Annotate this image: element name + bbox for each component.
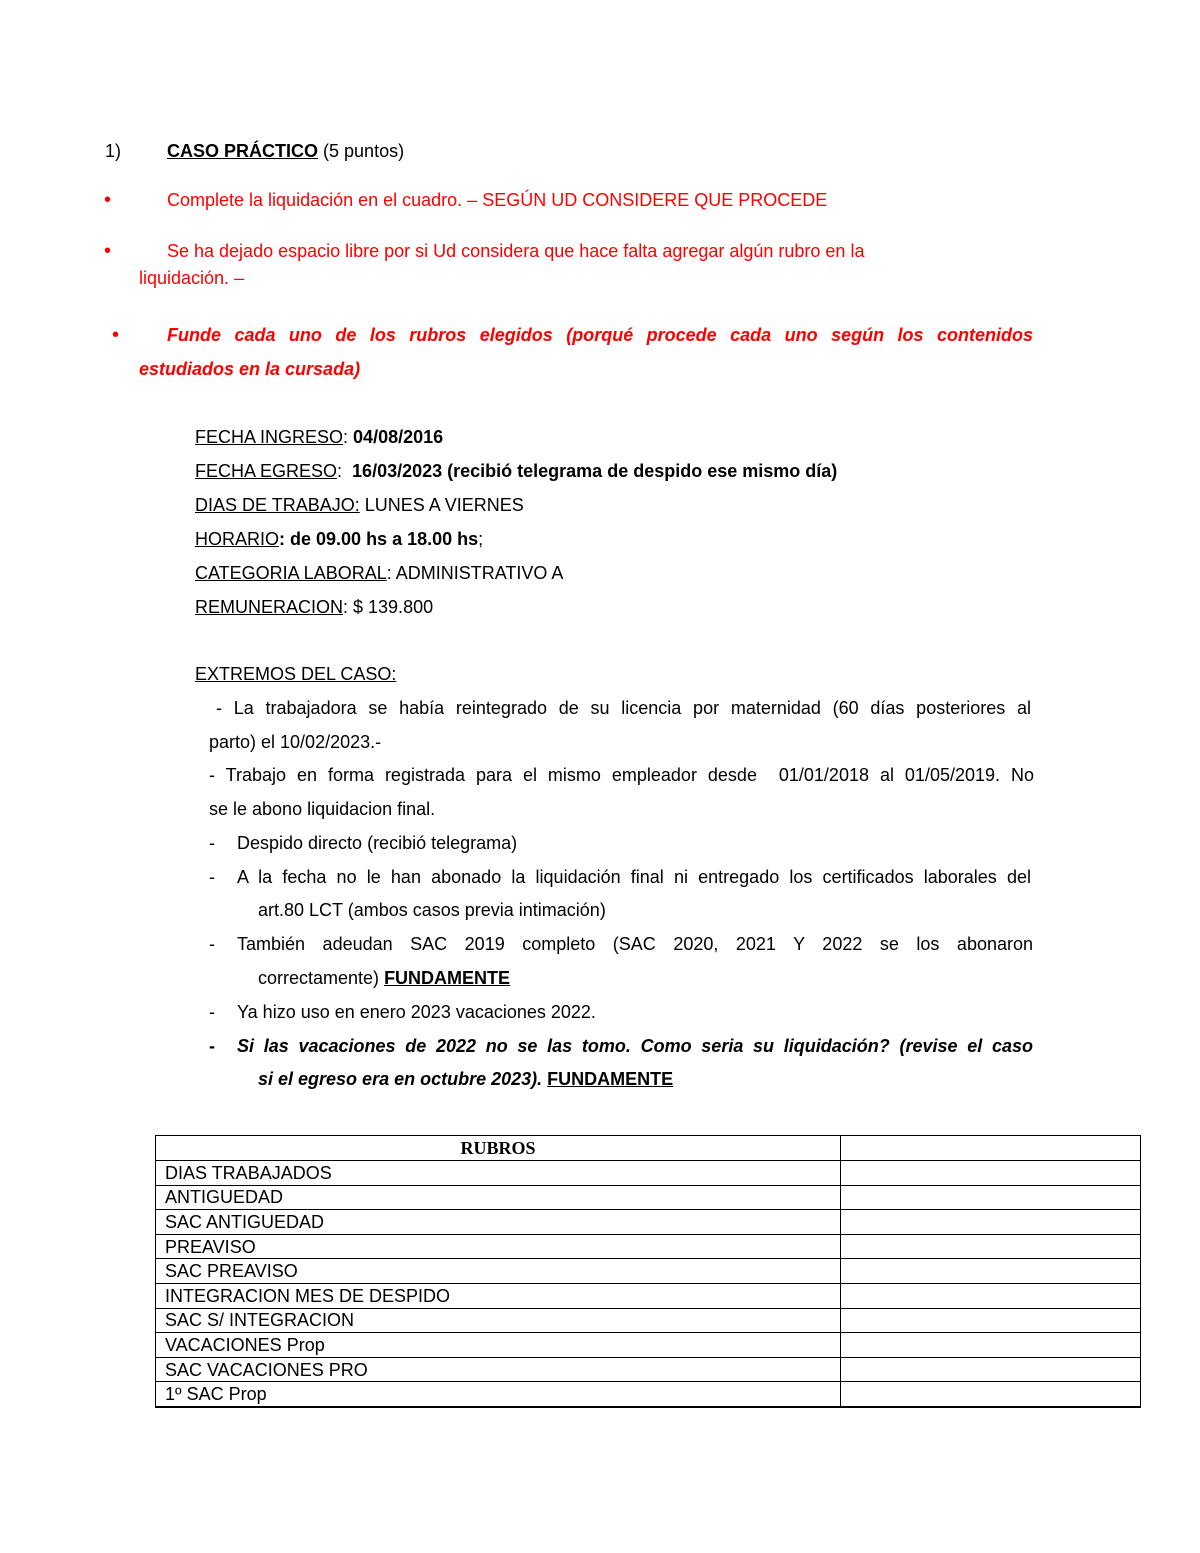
extremos-p5-line2 (258, 968, 510, 989)
instruction-3-line2: estudiados en la cursada) (139, 359, 361, 379)
rubro-value-cell[interactable] (841, 1185, 1141, 1210)
dash-marker: - (209, 1002, 215, 1022)
extremos-p4-line1: A la fecha no le han abonado la liquidación final ni entregado los certificados laborales del (237, 867, 1031, 887)
dias-trabajo-label: DIAS DE TRABAJO: (195, 495, 360, 515)
extremos-p7-text: si el egreso era en octubre 2023). (258, 1069, 543, 1089)
table-row (156, 1283, 1141, 1308)
rubros-table (155, 1135, 1141, 1408)
instruction-2-line2: liquidación. – (139, 268, 245, 288)
rubro-label: SAC PREAVISO (156, 1259, 841, 1284)
rubro-label: ANTIGUEDAD (156, 1185, 841, 1210)
fecha-ingreso: FECHA INGRESO: 04/08/2016 (195, 427, 444, 447)
horario: HORARIO: de 09.00 hs a 18.00 hs; (195, 529, 484, 549)
rubro-value-cell[interactable] (841, 1308, 1141, 1333)
rubro-label: SAC S/ INTEGRACION (156, 1308, 841, 1333)
rubro-value-cell[interactable] (841, 1161, 1141, 1186)
fundamente-label: FUNDAMENTE (547, 1069, 674, 1089)
section-title (167, 141, 404, 162)
extremos-p5-text: correctamente) (258, 968, 380, 988)
extremos-p7-line1: Si las vacaciones de 2022 no se las tomo. Como seria su liquidación? (revise el caso (237, 1036, 1033, 1056)
categoria-value: : ADMINISTRATIVO A (386, 563, 564, 583)
fecha-egreso: FECHA EGRESO: 16/03/2023 (recibió telegrama de despido ese mismo día) (195, 461, 838, 481)
bullet-icon: • (104, 189, 112, 211)
fecha-ingreso-label: FECHA INGRESO (195, 427, 344, 447)
fecha-egreso-value: 16/03/2023 (recibió telegrama de despido ese mismo día) (352, 461, 838, 481)
rubro-value-cell[interactable] (841, 1283, 1141, 1308)
remuneracion-label: REMUNERACION (195, 597, 344, 617)
rubro-label: SAC VACACIONES PRO (156, 1357, 841, 1382)
rubro-label: 1º SAC Prop (156, 1382, 841, 1407)
fecha-ingreso-value: 04/08/2016 (353, 427, 444, 447)
case-points: (5 puntos) (323, 141, 405, 161)
table-row (156, 1234, 1141, 1259)
table-row (156, 1357, 1141, 1382)
rubro-value-cell[interactable] (841, 1259, 1141, 1284)
extremos-p1-line1: - La trabajadora se había reintegrado de su licencia por maternidad (60 días posteriores al (216, 698, 1031, 718)
rubro-value-cell[interactable] (841, 1234, 1141, 1259)
remuneracion-value: : $ 139.800 (343, 597, 434, 617)
dash-marker: - (209, 867, 215, 887)
horario-value: : de 09.00 hs a 18.00 hs (279, 529, 479, 549)
table-row (156, 1161, 1141, 1186)
table-row (156, 1185, 1141, 1210)
dash-marker: - (209, 833, 215, 853)
case-title: CASO PRÁCTICO (167, 141, 319, 161)
instruction-2-line1: Se ha dejado espacio libre por si Ud considera que hace falta agregar algún rubro en la (167, 241, 865, 261)
dias-trabajo (195, 495, 524, 516)
rubro-value-cell[interactable] (841, 1210, 1141, 1235)
remuneracion (195, 597, 433, 618)
dash-marker: - (209, 1036, 215, 1056)
bullet-icon: • (112, 324, 120, 346)
rubros-header-value (841, 1136, 1141, 1161)
table-row (156, 1210, 1141, 1235)
horario-label: HORARIO (195, 529, 280, 549)
instruction-3-line1: Funde cada uno de los rubros elegidos (porqué procede cada uno según los contenidos (167, 325, 1033, 345)
extremos-p3: Despido directo (recibió telegrama) (237, 833, 518, 853)
table-row (156, 1259, 1141, 1284)
rubro-value-cell[interactable] (841, 1382, 1141, 1407)
fecha-egreso-label: FECHA EGRESO (195, 461, 338, 481)
dias-trabajo-value: LUNES A VIERNES (364, 495, 524, 515)
table-row (156, 1308, 1141, 1333)
rubro-label: VACACIONES Prop (156, 1333, 841, 1358)
extremos-p4-line2: art.80 LCT (ambos casos previa intimación) (258, 900, 606, 920)
rubro-label: DIAS TRABAJADOS (156, 1161, 841, 1186)
extremos-p6: Ya hizo uso en enero 2023 vacaciones 2022. (237, 1002, 596, 1022)
extremos-p2-line1: - Trabajo en forma registrada para el mismo empleador desde 01/01/2018 al 01/05/2019. No (209, 765, 1034, 785)
dash-marker: - (209, 934, 215, 954)
section-number: 1) (105, 141, 122, 161)
table-row (156, 1333, 1141, 1358)
categoria-label: CATEGORIA LABORAL (195, 563, 387, 583)
rubro-label: INTEGRACION MES DE DESPIDO (156, 1283, 841, 1308)
extremos-p1-line2: parto) el 10/02/2023.- (209, 732, 382, 752)
extremos-p2-line2: se le abono liquidacion final. (209, 799, 436, 819)
rubros-header: RUBROS (156, 1136, 841, 1161)
bullet-icon: • (104, 240, 112, 262)
rubro-value-cell[interactable] (841, 1333, 1141, 1358)
categoria (195, 563, 563, 584)
extremos-p7-line2 (258, 1069, 673, 1090)
rubro-label: PREAVISO (156, 1234, 841, 1259)
table-row (156, 1382, 1141, 1407)
extremos-title: EXTREMOS DEL CASO: (195, 664, 397, 684)
extremos-p5-line1: También adeudan SAC 2019 completo (SAC 2020, 2021 Y 2022 se los abonaron (237, 934, 1033, 954)
rubro-value-cell[interactable] (841, 1357, 1141, 1382)
instruction-1: Complete la liquidación en el cuadro. – SEGÚN UD CONSIDERE QUE PROCEDE (167, 190, 828, 210)
rubro-label: SAC ANTIGUEDAD (156, 1210, 841, 1235)
fundamente-label: FUNDAMENTE (384, 968, 511, 988)
